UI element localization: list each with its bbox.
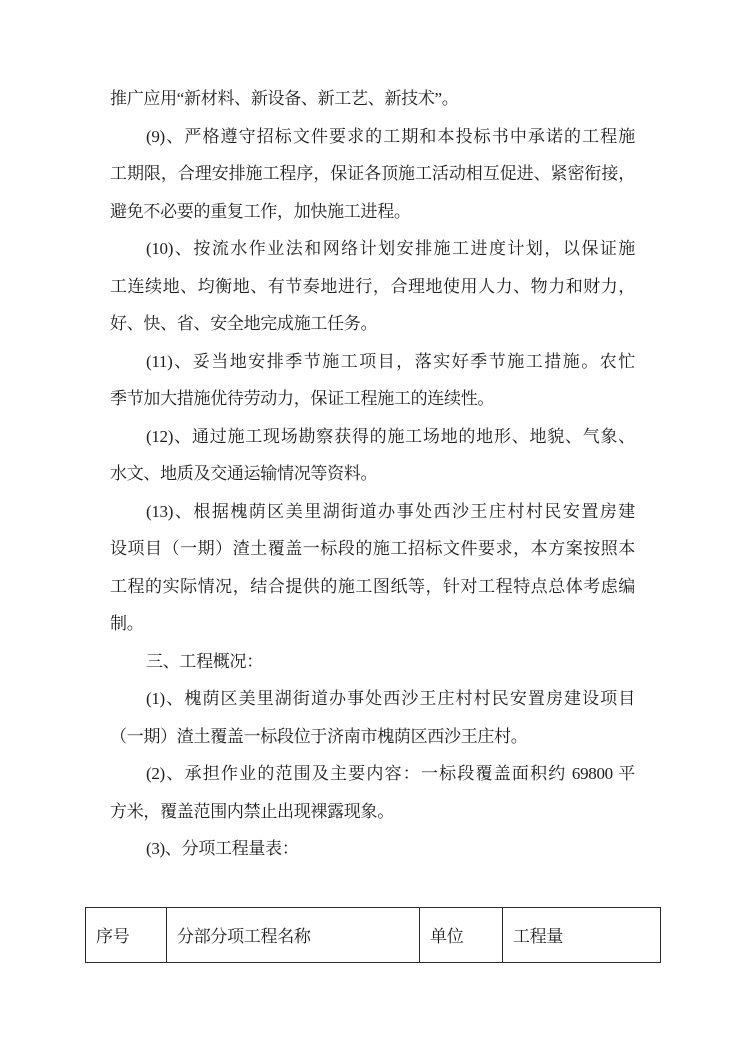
- table-header-cell-index: 序号: [86, 907, 167, 962]
- text-line: (10)、按流水作业法和网络计划安排施工进度计划，以保证施: [146, 239, 635, 258]
- text-line: (9)、严格遵守招标文件要求的工期和本投标书中承诺的工程施: [146, 126, 635, 146]
- text-line: 好、快、省、安全地完成施工任务。: [110, 314, 378, 333]
- text-line: 设项目（一期）渣土覆盖一标段的施工招标文件要求，本方案按照本: [110, 539, 635, 558]
- text-line: 季节加大措施优待劳动力，保证工程施工的连续性。: [110, 389, 495, 408]
- text-line: 制。: [110, 614, 144, 633]
- text-line: 避免不必要的重复工作，加快施工进程。: [110, 201, 411, 221]
- text-line: (12)、通过施工现场勘察获得的施工场地的地形、地貌、气象、: [146, 426, 635, 446]
- text-line: （一期）渣土覆盖一标段位于济南市槐荫区西沙王庄村。: [110, 726, 528, 746]
- text-line: 推广应用“新材料、新设备、新工艺、新技术”。: [110, 89, 459, 108]
- quantity-table-header-row: [86, 907, 661, 962]
- text-line: 三、工程概况：: [146, 651, 263, 671]
- text-line: 工期限，合理安排施工程序，保证各顶施工活动相互促进、紧密衔接，: [110, 164, 635, 183]
- text-line: 方米，覆盖范围内禁止出现裸露现象。: [110, 801, 394, 821]
- quantity-table: [85, 907, 661, 963]
- table-header-cell-work-name: 分部分项工程名称: [167, 907, 420, 962]
- document-body: [110, 80, 635, 868]
- table-header-cell-quantity: 工程量: [503, 907, 661, 962]
- text-line: (11)、妥当地安排季节施工项目，落实好季节施工措施。农忙: [146, 351, 635, 371]
- text-line: 水文、地质及交通运输情况等资料。: [110, 464, 378, 483]
- text-line: (3)、分项工程量表：: [146, 839, 299, 858]
- text-line: (2)、承担作业的范围及主要内容：一标段覆盖面积约 69800 平: [146, 764, 635, 783]
- text-line: (1)、槐荫区美里湖街道办事处西沙王庄村村民安置房建设项目: [146, 689, 635, 708]
- table-header-cell-unit: 单位: [420, 907, 503, 962]
- text-line: 工连续地、均衡地、有节奏地进行，合理地使用人力、物力和财力，: [110, 276, 635, 296]
- text-line: 工程的实际情况，结合提供的施工图纸等，针对工程特点总体考虑编: [110, 576, 635, 596]
- text-line: (13)、根据槐荫区美里湖街道办事处西沙王庄村村民安置房建: [146, 501, 635, 521]
